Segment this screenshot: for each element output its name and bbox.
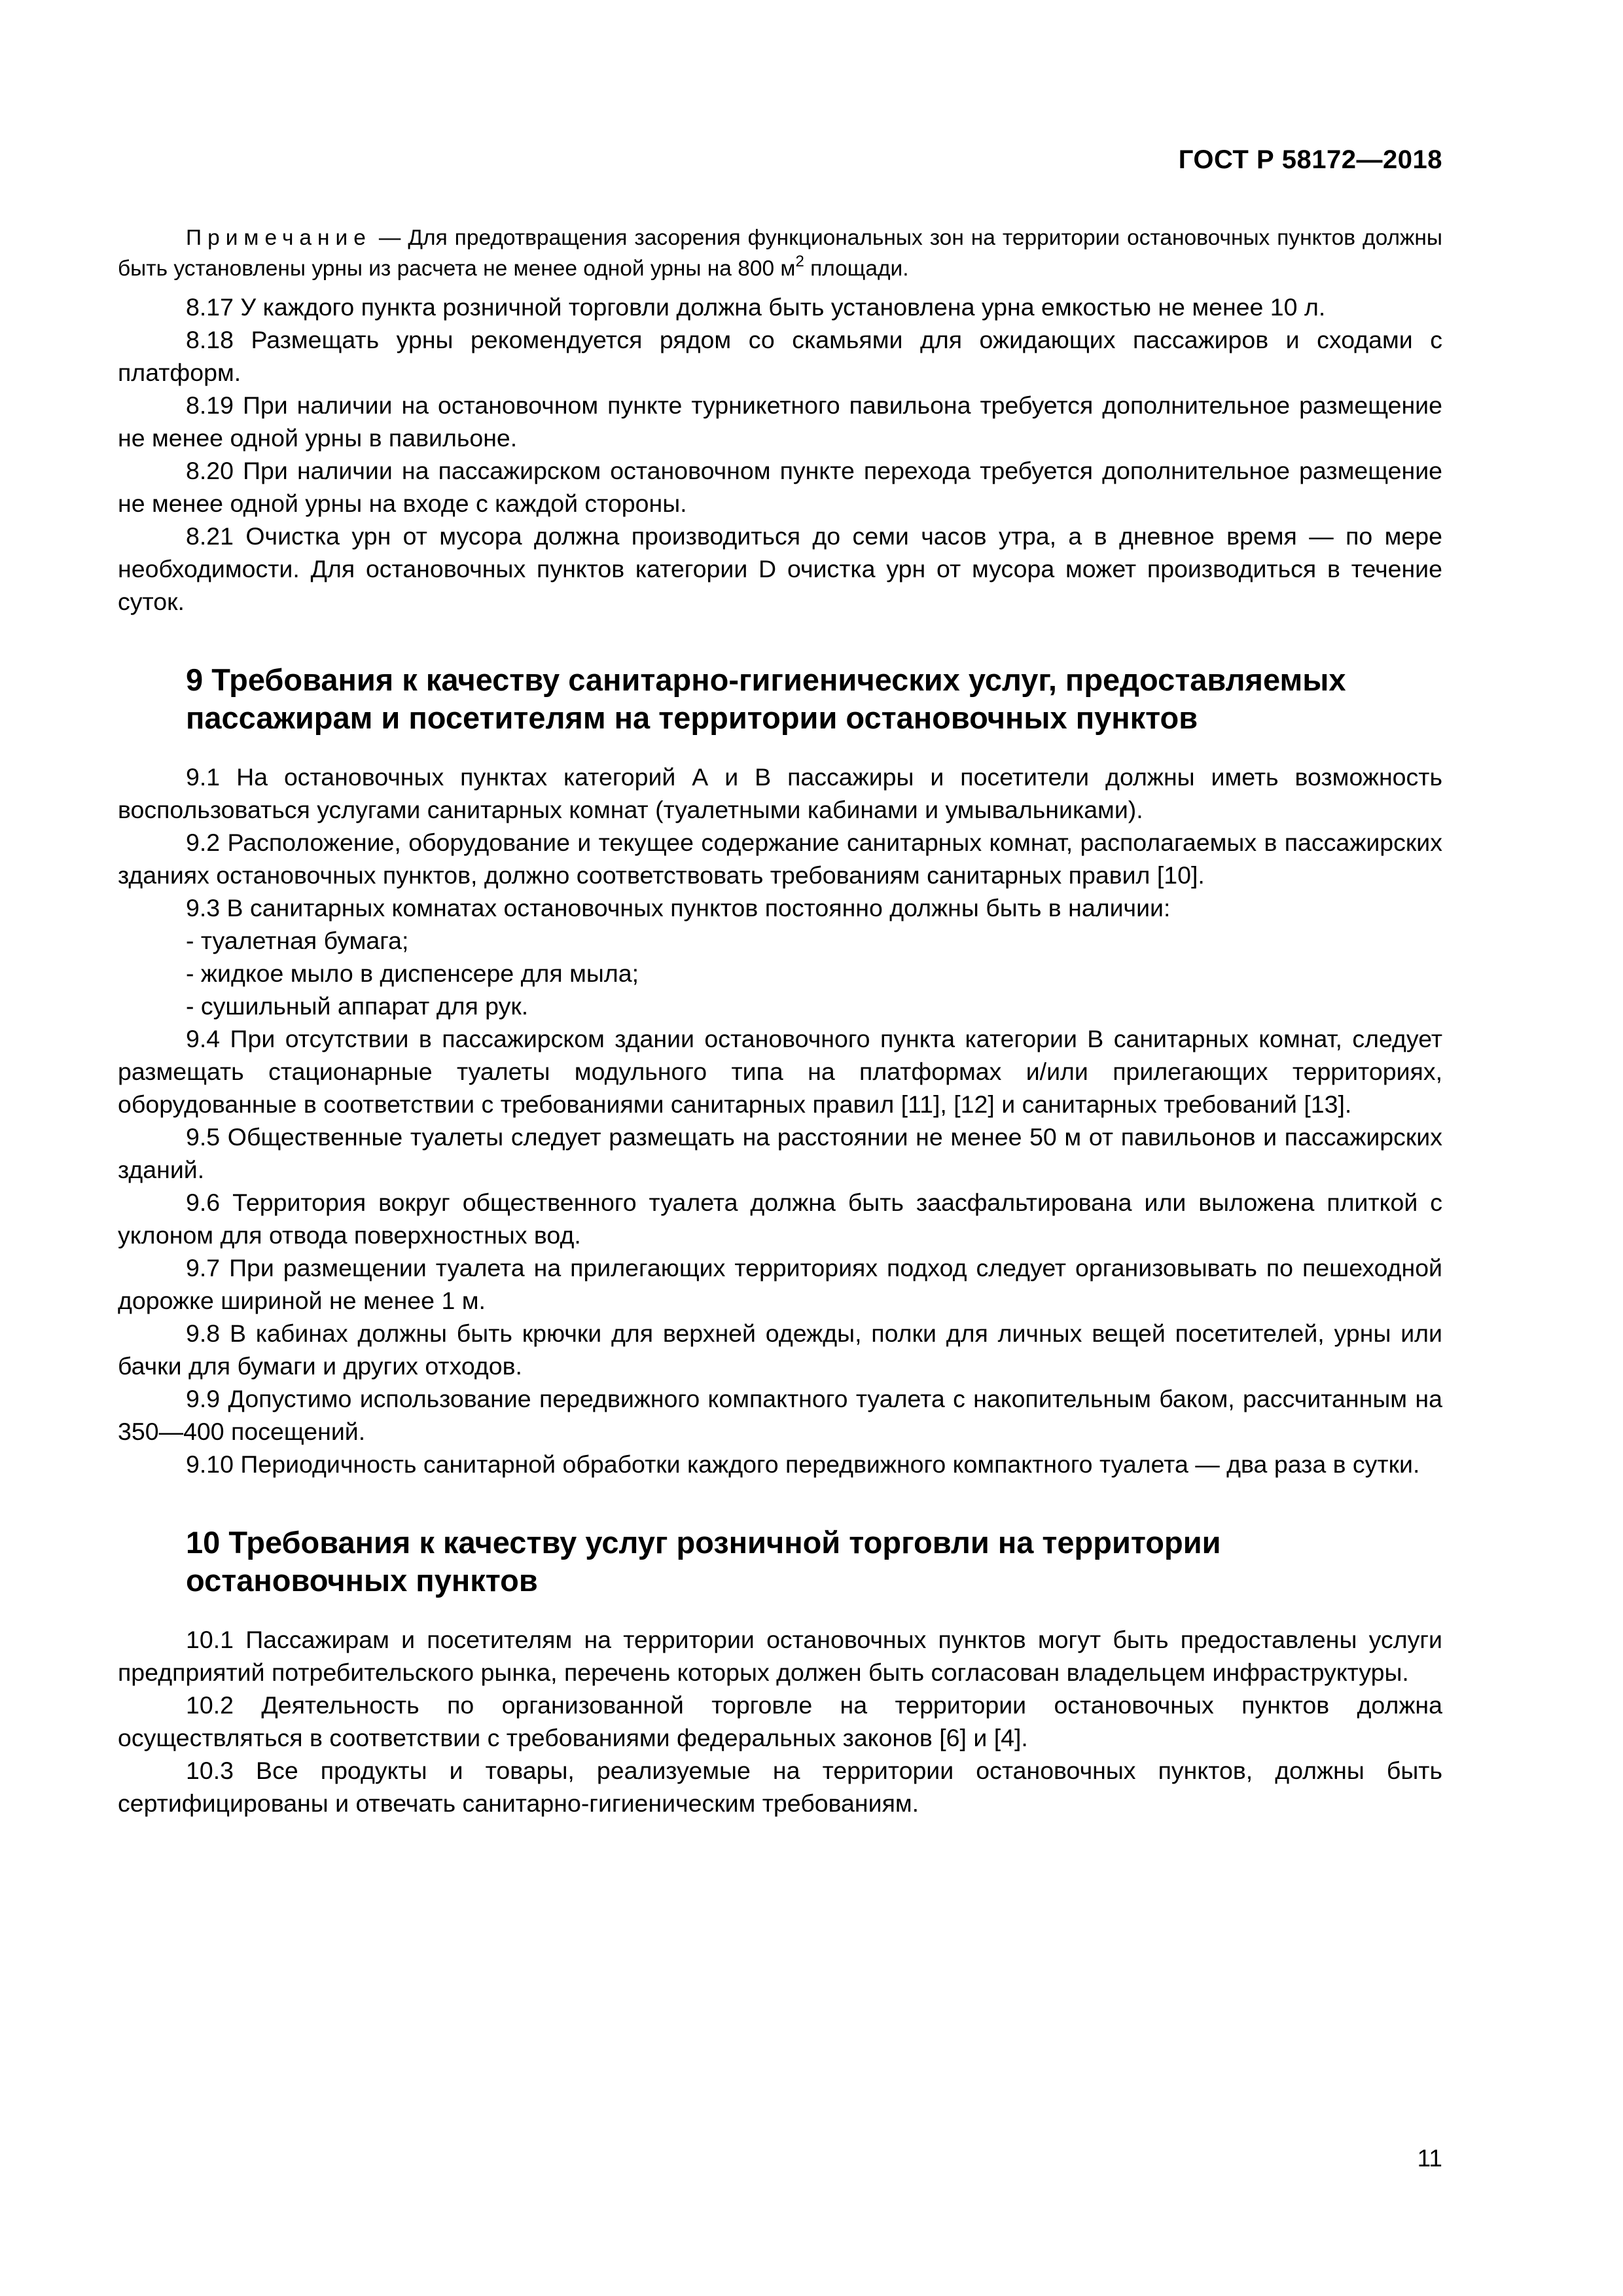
paragraph-10-1: 10.1 Пассажирам и посетителям на территории остановочных пунктов могут быть предоставлены услуги предприятий потребительского рынка, перечень которых должен быть согласован владельцем инфраструктуры. (118, 1626, 1442, 1686)
paragraph-9-7: 9.7 При размещении туалета на прилегающих территориях подход следует организовывать по пешеходной дорожке шириной не менее 1 м. (118, 1254, 1442, 1314)
note-text: Для предотвращения засорения функциональных зон на территории остановочных пунктов должны быть установлены урны из расчета не менее одной урны на 800 м (118, 226, 1442, 281)
paragraph-9-8: 9.8 В кабинах должны быть крючки для верхней одежды, полки для личных вещей посетителей, урны или бачки для бумаги и других отходов. (118, 1319, 1442, 1380)
note-text-end: площади. (804, 257, 909, 281)
section-9-heading (118, 661, 1442, 737)
paragraph-9-2: 9.2 Расположение, оборудование и текущее содержание санитарных комнат, располагаемых в пассажирских зданиях остановочных пунктов, должно соответствовать требованиям санитарных правил [10]. (118, 829, 1442, 889)
page-number: 11 (1417, 2145, 1442, 2172)
section-10-heading-line2: остановочных пунктов (186, 1563, 538, 1598)
paragraph-8-20: 8.20 При наличии на пассажирском остановочном пункте перехода требуется дополнительное размещение не менее одной урны на входе с каждой стороны. (118, 457, 1442, 517)
document-designation: ГОСТ Р 58172—2018 (1178, 145, 1442, 174)
section-10-heading-line1: 10 Требования к качеству услуг розничной торговли на территории (186, 1525, 1221, 1560)
paragraph-8-21: 8.21 Очистка урн от мусора должна производиться до семи часов утра, а в дневное время — по мере необходимости. Для остановочных пунктов категории D очистка урн от мусора может производиться в течение суток. (118, 522, 1442, 615)
paragraph-9-3: 9.3 В санитарных комнатах остановочных пунктов постоянно должны быть в наличии: (186, 894, 1171, 922)
note-superscript: 2 (795, 253, 804, 270)
paragraph-10-2: 10.2 Деятельность по организованной торговле на территории остановочных пунктов должна осуществляться в соответствии с требованиями федеральных законов [6] и [4]. (118, 1691, 1442, 1751)
paragraph-8-19: 8.19 При наличии на остановочном пункте турникетного павильона требуется дополнительное размещение не менее одной урны в павильоне. (118, 391, 1442, 452)
paragraph-10-3: 10.3 Все продукты и товары, реализуемые на территории остановочных пунктов, должны быть сертифицированы и отвечать санитарно-гигиеническим требованиям. (118, 1757, 1442, 1817)
paragraph-9-1: 9.1 На остановочных пунктах категорий А и В пассажиры и посетители должны иметь возможность воспользоваться услугами санитарных комнат (туалетными кабинами и умывальниками). (118, 763, 1442, 823)
paragraph-9-5: 9.5 Общественные туалеты следует размещать на расстоянии не менее 50 м от павильонов и пассажирских зданий. (118, 1123, 1442, 1183)
section-9-heading-line1: 9 Требования к качеству санитарно-гигиенических услуг, предоставляемых (186, 662, 1346, 697)
list-item: - жидкое мыло в диспенсере для мыла; (186, 960, 639, 987)
list-item: - сушильный аппарат для рук. (186, 992, 529, 1020)
note-dash: — (371, 226, 408, 250)
note-label: Примечание (186, 226, 372, 250)
page-body (118, 223, 1442, 1820)
section-9-heading-line2: пассажирам и посетителям на территории остановочных пунктов (186, 700, 1198, 735)
paragraph-8-18: 8.18 Размещать урны рекомендуется рядом со скамьями для ожидающих пассажиров и сходами с платформ. (118, 326, 1442, 386)
paragraph-9-10: 9.10 Периодичность санитарной обработки каждого передвижного компактного туалета — два раза в сутки. (186, 1450, 1420, 1478)
paragraph-8-17: 8.17 У каждого пункта розничной торговли должна быть установлена урна емкостью не менее 10 л. (186, 293, 1326, 321)
note-paragraph (118, 223, 1442, 284)
paragraph-9-6: 9.6 Территория вокруг общественного туалета должна быть заасфальтирована или выложена плиткой с уклоном для отвода поверхностных вод. (118, 1189, 1442, 1249)
paragraph-9-4: 9.4 При отсутствии в пассажирском здании остановочного пункта категории В санитарных комнат, следует размещать стационарные туалеты модульного типа на платформах и/или прилегающих территориях, оборудованные в соответствии с требованиями санитарных правил [11], [12] и санитарных требований [13]. (118, 1025, 1442, 1118)
paragraph-9-9: 9.9 Допустимо использование передвижного компактного туалета с накопительным баком, рассчитанным на 350—400 посещений. (118, 1385, 1442, 1445)
section-10-heading (118, 1524, 1442, 1600)
list-item: - туалетная бумага; (186, 927, 409, 954)
